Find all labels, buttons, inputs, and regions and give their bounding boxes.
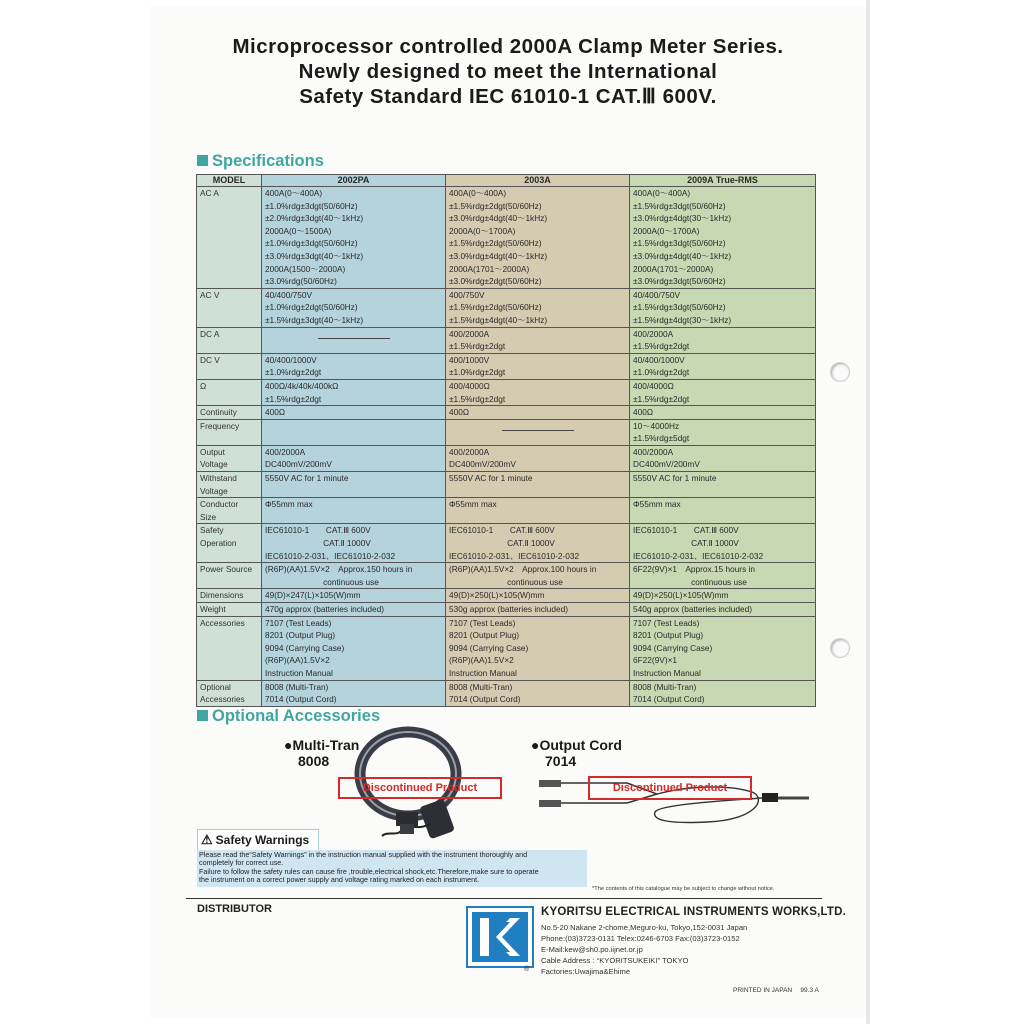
- cell-line: Size: [200, 511, 217, 522]
- table-row: [197, 472, 816, 498]
- cell-line: 400/4000Ω: [633, 380, 674, 391]
- cell-line: 530g approx (batteries included): [449, 604, 568, 614]
- cell-line: ±1.0%rdg±3dgt(50/60Hz): [265, 238, 358, 249]
- cell-line: 400/2000A: [265, 446, 306, 457]
- cell-line: 400Ω: [633, 407, 654, 418]
- row-label: [197, 445, 262, 471]
- multi-tran-discontinued-label: Discontinued Product: [338, 777, 502, 799]
- warning-line: the instrument on a correct power supply and voltage rating marked on each instrument.: [199, 875, 480, 885]
- table-cell: [630, 327, 816, 353]
- distributor-label: DISTRIBUTOR: [197, 903, 272, 915]
- table-cell: [446, 472, 630, 498]
- table-row: [197, 603, 816, 617]
- table-cell: [262, 472, 446, 498]
- cell-line: 2000A(1701～2000A): [633, 263, 714, 274]
- table-cell: [630, 603, 816, 617]
- table-cell: [262, 327, 446, 353]
- cell-line: IEC61010-2-031、IEC61010-2-032: [449, 550, 580, 561]
- cell-line: 400/2000A: [633, 446, 674, 457]
- cell-line: Power Source: [200, 564, 253, 575]
- table-cell: [262, 603, 446, 617]
- table-cell: [630, 563, 816, 589]
- cell-line: Continuity: [200, 407, 237, 418]
- table-row: [197, 288, 816, 327]
- cell-line: 6F22(9V)×1: [633, 655, 678, 666]
- table-row: [197, 498, 816, 524]
- cell-line: 9094 (Carrying Case): [633, 642, 713, 653]
- table-cell: [630, 445, 816, 471]
- cell-line: 7014 (Output Cord): [633, 694, 705, 705]
- contact-line: Factories:Uwajima&Ehime: [541, 967, 631, 976]
- cell-line: continuous use: [449, 576, 563, 587]
- safety-warnings-title: Safety Warnings: [215, 833, 310, 847]
- table-cell: [446, 524, 630, 563]
- table-cell: [262, 419, 446, 445]
- cell-line: ±1.0%rdg±2dgt: [265, 367, 322, 378]
- table-cell: [262, 498, 446, 524]
- table-row: [197, 680, 816, 706]
- contact-line: Phone:(03)3723-0131 Telex:0246-6703 Fax:(03)3723-0152: [541, 934, 740, 943]
- table-cell: [446, 616, 630, 680]
- table-cell: [446, 563, 630, 589]
- cell-line: ±1.5%rdg±5dgt: [633, 433, 690, 444]
- cell-line: Instruction Manual: [633, 667, 701, 678]
- cell-line: 40/400/750V: [633, 289, 681, 300]
- table-cell: [262, 563, 446, 589]
- multi-tran-name: ●Multi-Tran: [284, 737, 360, 753]
- output-cord-number: 7014: [545, 753, 577, 769]
- table-cell: [630, 524, 816, 563]
- cell-line: ±1.5%rdg±2dgt: [633, 393, 690, 404]
- table-cell: [630, 353, 816, 379]
- table-cell: [262, 616, 446, 680]
- row-label: [197, 187, 262, 289]
- registered-mark: ®: [524, 966, 530, 973]
- cell-line: IEC61010-2-031、IEC61010-2-032: [633, 550, 764, 561]
- cell-line: 400Ω: [265, 407, 286, 418]
- table-row: [197, 379, 816, 405]
- cell-line: DC400mV/200mV: [265, 459, 332, 470]
- cell-line: ±1.5%rdg±2dgt(50/60Hz): [449, 302, 542, 313]
- cell-line: 400/1000V: [449, 354, 490, 365]
- cell-line: Conductor: [200, 499, 239, 510]
- cell-line: ±3.0%rdg±3dgt(50/60Hz): [633, 276, 726, 287]
- cell-line: 2000A(0～1500A): [265, 225, 332, 236]
- cell-line: CAT.Ⅱ 1000V: [265, 538, 371, 549]
- cell-line: Ω: [200, 380, 207, 391]
- cell-line: IEC61010-2-031、IEC61010-2-032: [265, 550, 396, 561]
- cell-line: ±3.0%rdg±4dgt(40～1kHz): [633, 250, 732, 261]
- cell-line: 2000A(0～1700A): [633, 225, 700, 236]
- table-header-row: [197, 175, 816, 187]
- cell-line: Weight: [200, 604, 226, 614]
- headline: [150, 34, 866, 109]
- company-name: KYORITSU ELECTRICAL INSTRUMENTS WORKS,LTD.: [541, 906, 847, 918]
- table-cell: [262, 353, 446, 379]
- column-header-2009a: 2009A True-RMS: [630, 175, 816, 187]
- cell-line: ±1.5%rdg±2dgt(50/60Hz): [449, 238, 542, 249]
- table-cell: [262, 445, 446, 471]
- cell-line: Φ55mm max: [265, 499, 313, 510]
- table-row: [197, 563, 816, 589]
- cell-line: Voltage: [200, 459, 228, 470]
- cell-line: 7014 (Output Cord): [265, 694, 337, 705]
- safety-warnings-heading: [197, 829, 319, 851]
- cell-line: ±1.5%rdg±2dgt: [449, 393, 506, 404]
- cell-line: 40/400/1000V: [265, 354, 317, 365]
- company-contact: [541, 922, 747, 977]
- cell-line: ±3.0%rdg±3dgt(40～1kHz): [265, 250, 364, 261]
- specifications-table: [196, 174, 816, 707]
- cell-line: ±3.0%rdg±4dgt(40～1kHz): [449, 213, 548, 224]
- optional-accessories-title: Optional Accessories: [212, 707, 381, 725]
- table-cell: [262, 288, 446, 327]
- table-cell: [446, 445, 630, 471]
- kyoritsu-logo-icon: [466, 906, 534, 968]
- cell-line: 400/750V: [449, 289, 485, 300]
- cell-line: Withstand: [200, 473, 237, 484]
- table-cell: [262, 524, 446, 563]
- cell-line: IEC61010-1 CAT.Ⅲ 600V: [265, 525, 371, 536]
- not-applicable-dash: [502, 430, 574, 431]
- table-row: [197, 524, 816, 563]
- cell-line: 8201 (Output Plug): [449, 630, 520, 641]
- multi-tran-number: 8008: [298, 753, 330, 769]
- warning-line: Please read the“Safety Warnings” in the instruction manual supplied with the instrument thoroughly and: [199, 850, 528, 859]
- binder-hole: [830, 362, 850, 382]
- contact-line: Cable Address : “KYORITSUKEIKI” TOKYO: [541, 956, 689, 965]
- row-label: [197, 498, 262, 524]
- row-label: [197, 589, 262, 603]
- warning-line: completely for correct use.: [199, 858, 284, 868]
- cell-line: continuous use: [265, 576, 379, 587]
- contact-line: E-Mail:kew@sh0.po.iijnet.or.jp: [541, 945, 643, 954]
- row-label: [197, 353, 262, 379]
- cell-line: DC V: [200, 354, 220, 365]
- table-cell: [446, 353, 630, 379]
- cell-line: 470g approx (batteries included): [265, 604, 384, 614]
- table-cell: [446, 498, 630, 524]
- warning-triangle-icon: ⚠: [201, 832, 213, 847]
- cell-line: 400A(0～400A): [633, 188, 691, 198]
- cell-line: ±1.5%rdg±4dgt(40～1kHz): [449, 314, 548, 325]
- cell-line: 7107 (Test Leads): [633, 617, 700, 628]
- binder-hole: [830, 638, 850, 658]
- cell-line: 9094 (Carrying Case): [449, 642, 529, 653]
- table-cell: [630, 680, 816, 706]
- cell-line: 400Ω: [449, 407, 470, 418]
- cell-line: DC400mV/200mV: [449, 459, 516, 470]
- cell-line: 2000A(0～1700A): [449, 225, 516, 236]
- row-label: [197, 288, 262, 327]
- row-label: [197, 406, 262, 420]
- table-row: [197, 445, 816, 471]
- cell-line: 400/2000A: [633, 328, 674, 339]
- cell-line: 5550V AC for 1 minute: [265, 473, 349, 484]
- square-bullet-icon: [197, 155, 208, 166]
- cell-line: 2000A(1500～2000A): [265, 263, 346, 274]
- row-label: [197, 472, 262, 498]
- cell-line: ±3.0%rdg±2dgt(50/60Hz): [449, 276, 542, 287]
- table-cell: [446, 406, 630, 420]
- cell-line: 540g approx (batteries included): [633, 604, 752, 614]
- page-edge: [866, 0, 870, 1024]
- cell-line: (R6P)(AA)1.5V×2: [449, 655, 514, 666]
- cell-line: 6F22(9V)×1 Approx.15 hours in: [633, 564, 755, 575]
- warning-line: Failure to follow the safety rules can cause fire ,trouble,electrical shock,etc.Therefore,make sure to operate: [199, 866, 539, 876]
- row-label: [197, 327, 262, 353]
- cell-line: 5550V AC for 1 minute: [449, 473, 533, 484]
- cell-line: ±1.0%rdg±2dgt: [449, 367, 506, 378]
- cell-line: Frequency: [200, 420, 240, 431]
- table-row: [197, 589, 816, 603]
- safety-warnings-text: [197, 850, 587, 887]
- cell-line: 400/2000A: [449, 328, 490, 339]
- cell-line: 40/400/750V: [265, 289, 313, 300]
- cell-line: Φ55mm max: [633, 499, 681, 510]
- cell-line: Optional: [200, 681, 231, 692]
- cell-line: ±1.5%rdg±3dgt(50/60Hz): [633, 238, 726, 249]
- specifications-heading: [197, 152, 324, 171]
- table-cell: [262, 680, 446, 706]
- cell-line: Φ55mm max: [449, 499, 497, 510]
- table-row: [197, 616, 816, 680]
- table-cell: [262, 589, 446, 603]
- table-row: [197, 327, 816, 353]
- cell-line: 5550V AC for 1 minute: [633, 473, 717, 484]
- table-cell: [630, 419, 816, 445]
- cell-line: Accessories: [200, 617, 245, 628]
- cell-line: Output: [200, 446, 225, 457]
- table-cell: [262, 187, 446, 289]
- cell-line: 400/4000Ω: [449, 380, 490, 391]
- cell-line: IEC61010-1 CAT.Ⅲ 600V: [633, 525, 739, 536]
- table-row: [197, 353, 816, 379]
- table-cell: [262, 379, 446, 405]
- row-label: [197, 379, 262, 405]
- row-label: [197, 524, 262, 563]
- output-cord-name: ●Output Cord: [531, 737, 622, 753]
- catalogue-note: *The contents of this catalogue may be subject to change without notice.: [592, 886, 775, 892]
- cell-line: 8008 (Multi-Tran): [265, 681, 329, 692]
- cell-line: CAT.Ⅱ 1000V: [633, 538, 739, 549]
- cell-line: 49(D)×250(L)×105(W)mm: [633, 590, 729, 601]
- table-cell: [630, 406, 816, 420]
- cell-line: ±3.0%rdg±4dgt(40～1kHz): [449, 250, 548, 261]
- cell-line: CAT.Ⅱ 1000V: [449, 538, 555, 549]
- cell-line: 400Ω/4k/40k/400kΩ: [265, 380, 339, 391]
- table-cell: [446, 379, 630, 405]
- cell-line: DC400mV/200mV: [633, 459, 700, 470]
- cell-line: Voltage: [200, 485, 228, 496]
- cell-line: 10～4000Hz: [633, 420, 680, 431]
- cell-line: ±1.0%rdg±3dgt(50/60Hz): [265, 200, 358, 211]
- cell-line: ±1.0%rdg±2dgt(50/60Hz): [265, 302, 358, 313]
- headline-line: Newly designed to meet the International: [298, 60, 718, 83]
- cell-line: 49(D)×247(L)×105(W)mm: [265, 590, 361, 601]
- cell-line: ±1.5%rdg±2dgt: [633, 341, 690, 352]
- cell-line: 9094 (Carrying Case): [265, 642, 345, 653]
- table-cell: [446, 589, 630, 603]
- column-header-2003a: 2003A: [446, 175, 630, 187]
- table-cell: [446, 603, 630, 617]
- cell-line: Safety: [200, 525, 224, 536]
- row-label: [197, 680, 262, 706]
- table-row: [197, 406, 816, 420]
- table-cell: [446, 288, 630, 327]
- specifications-title: Specifications: [212, 152, 324, 170]
- cell-line: ±3.0%rdg(50/60Hz): [265, 276, 337, 287]
- cell-line: 7014 (Output Cord): [449, 694, 521, 705]
- cell-line: ±1.5%rdg±2dgt(50/60Hz): [449, 200, 542, 211]
- cell-line: ±3.0%rdg±4dgt(30～1kHz): [633, 213, 732, 224]
- cell-line: ±1.5%rdg±3dgt(50/60Hz): [633, 302, 726, 313]
- cell-line: ±2.0%rdg±3dgt(40～1kHz): [265, 213, 364, 224]
- cell-line: 40/400/1000V: [633, 354, 685, 365]
- table-cell: [630, 472, 816, 498]
- printed-in-japan: PRINTED IN JAPAN 99.3 A: [733, 987, 819, 994]
- table-cell: [446, 187, 630, 289]
- cell-line: ±1.5%rdg±2dgt: [265, 393, 322, 404]
- column-header-model: MODEL: [197, 175, 262, 187]
- cell-line: (R6P)(AA)1.5V×2: [265, 655, 330, 666]
- cell-line: IEC61010-1 CAT.Ⅲ 600V: [449, 525, 555, 536]
- row-label: [197, 419, 262, 445]
- cell-line: Instruction Manual: [449, 667, 517, 678]
- cell-line: 8201 (Output Plug): [265, 630, 336, 641]
- not-applicable-dash: [318, 338, 390, 339]
- cell-line: 2000A(1701～2000A): [449, 263, 530, 274]
- headline-line: Safety Standard IEC 61010-1 CAT.Ⅲ 600V.: [299, 85, 717, 108]
- cell-line: Instruction Manual: [265, 667, 333, 678]
- table-cell: [630, 498, 816, 524]
- cell-line: ±1.5%rdg±4dgt(30～1kHz): [633, 314, 732, 325]
- cell-line: DC A: [200, 328, 220, 339]
- cell-line: 400A(0～400A): [449, 188, 507, 198]
- cell-line: continuous use: [633, 576, 747, 587]
- cell-line: (R6P)(AA)1.5V×2 Approx.100 hours in: [449, 564, 597, 575]
- row-label: [197, 616, 262, 680]
- cell-line: 400A(0～400A): [265, 188, 323, 198]
- table-cell: [446, 327, 630, 353]
- cell-line: ±1.5%rdg±3dgt(40～1kHz): [265, 314, 364, 325]
- table-cell: [630, 589, 816, 603]
- cell-line: 7107 (Test Leads): [449, 617, 516, 628]
- cell-line: ±1.5%rdg±2dgt: [449, 341, 506, 352]
- table-cell: [630, 187, 816, 289]
- contact-line: No.5-20 Nakane 2-chome,Meguro-ku, Tokyo,152-0031 Japan: [541, 923, 748, 932]
- cell-line: 7107 (Test Leads): [265, 617, 332, 628]
- table-cell: [630, 616, 816, 680]
- table-cell: [262, 406, 446, 420]
- table-row: [197, 419, 816, 445]
- table-row: [197, 187, 816, 289]
- cell-line: Dimensions: [200, 590, 244, 601]
- cell-line: 8008 (Multi-Tran): [449, 681, 513, 692]
- column-header-2002pa: 2002PA: [262, 175, 446, 187]
- cell-line: 8201 (Output Plug): [633, 630, 704, 641]
- cell-line: AC A: [200, 188, 219, 198]
- cell-line: AC V: [200, 289, 220, 300]
- cell-line: Accessories: [200, 694, 245, 705]
- table-cell: [630, 379, 816, 405]
- headline-line: Microprocessor controlled 2000A Clamp Meter Series.: [232, 35, 784, 58]
- cell-line: 49(D)×250(L)×105(W)mm: [449, 590, 545, 601]
- footer-divider: [186, 898, 822, 899]
- row-label: [197, 603, 262, 617]
- output-cord-discontinued-label: Discontinued Product: [588, 776, 752, 800]
- cell-line: (R6P)(AA)1.5V×2 Approx.150 hours in: [265, 564, 413, 575]
- cell-line: 400/2000A: [449, 446, 490, 457]
- table-cell: [630, 288, 816, 327]
- cell-line: ±1.5%rdg±3dgt(50/60Hz): [633, 200, 726, 211]
- row-label: [197, 563, 262, 589]
- cell-line: Operation: [200, 538, 237, 549]
- cell-line: ±1.0%rdg±2dgt: [633, 367, 690, 378]
- square-bullet-icon: [197, 710, 208, 721]
- cell-line: 8008 (Multi-Tran): [633, 681, 697, 692]
- table-cell: [446, 680, 630, 706]
- table-cell: [446, 419, 630, 445]
